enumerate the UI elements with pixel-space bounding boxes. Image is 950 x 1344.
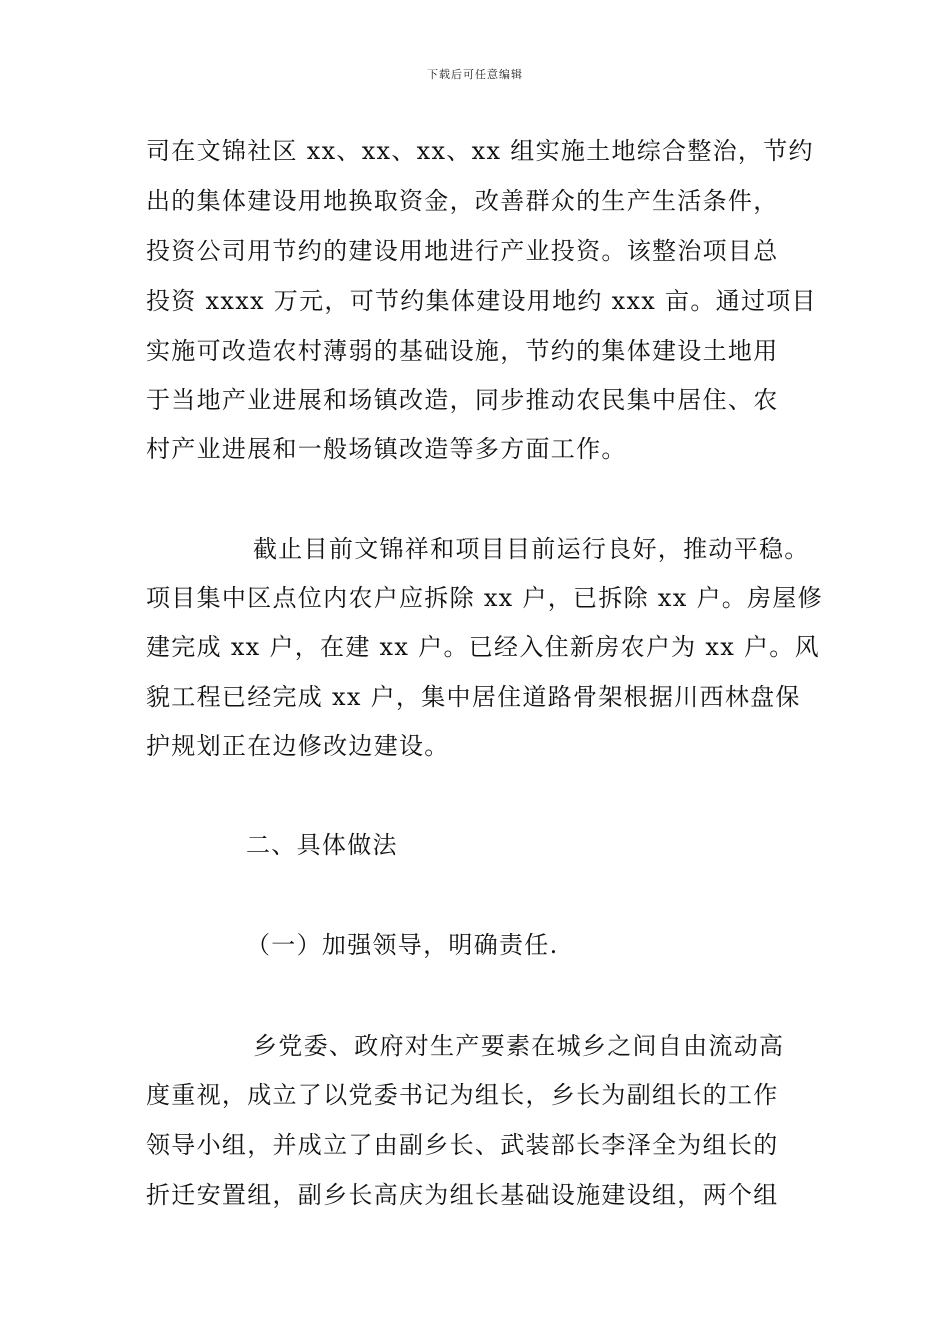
paragraph-line: 于当地产业进展和场镇改造，同步推动农民集中居住、农 — [146, 386, 779, 414]
paragraph-line: 护规划正在边修改边建设。 — [146, 732, 450, 760]
paragraph-line: 截止目前文锦祥和项目目前运行良好，推动平稳。 — [253, 535, 810, 563]
page-header: 下载后可任意编辑 — [427, 68, 523, 81]
paragraph-line: 乡党委、政府对生产要素在城乡之间自由流动高 — [253, 1032, 785, 1060]
paragraph-line: 司在文锦社区 xx、xx、xx、xx 组实施土地综合整治，节约 — [146, 137, 814, 165]
section-heading: 二、具体做法 — [246, 831, 398, 859]
paragraph-line: 建完成 xx 户，在建 xx 户。已经入住新房农户为 xx 户。风 — [146, 633, 820, 661]
paragraph-line: 项目集中区点位内农户应拆除 xx 户，已拆除 xx 户。房屋修 — [146, 584, 823, 612]
subsection-heading: （一）加强领导，明确责任. — [246, 931, 559, 959]
paragraph-line: 出的集体建设用地换取资金，改善群众的生产生活条件， — [146, 187, 779, 215]
paragraph-line: 折迁安置组，副乡长高庆为组长基础设施建设组，两个组 — [146, 1181, 779, 1209]
paragraph-line: 实施可改造农村薄弱的基础设施，节约的集体建设土地用 — [146, 337, 779, 365]
paragraph-line: 度重视，成立了以党委书记为组长，乡长为副组长的工作 — [146, 1081, 779, 1109]
paragraph-line: 投资公司用节约的建设用地进行产业投资。该整治项目总 — [146, 237, 779, 265]
paragraph-line: 领导小组，并成立了由副乡长、武装部长李泽全为组长的 — [146, 1131, 779, 1159]
paragraph-line: 貌工程已经完成 xx 户，集中居住道路骨架根据川西林盘保 — [146, 683, 801, 711]
paragraph-line: 投资 xxxx 万元，可节约集体建设用地约 xxx 亩。通过项目 — [146, 287, 817, 315]
paragraph-line: 村产业进展和一般场镇改造等多方面工作。 — [146, 435, 627, 463]
